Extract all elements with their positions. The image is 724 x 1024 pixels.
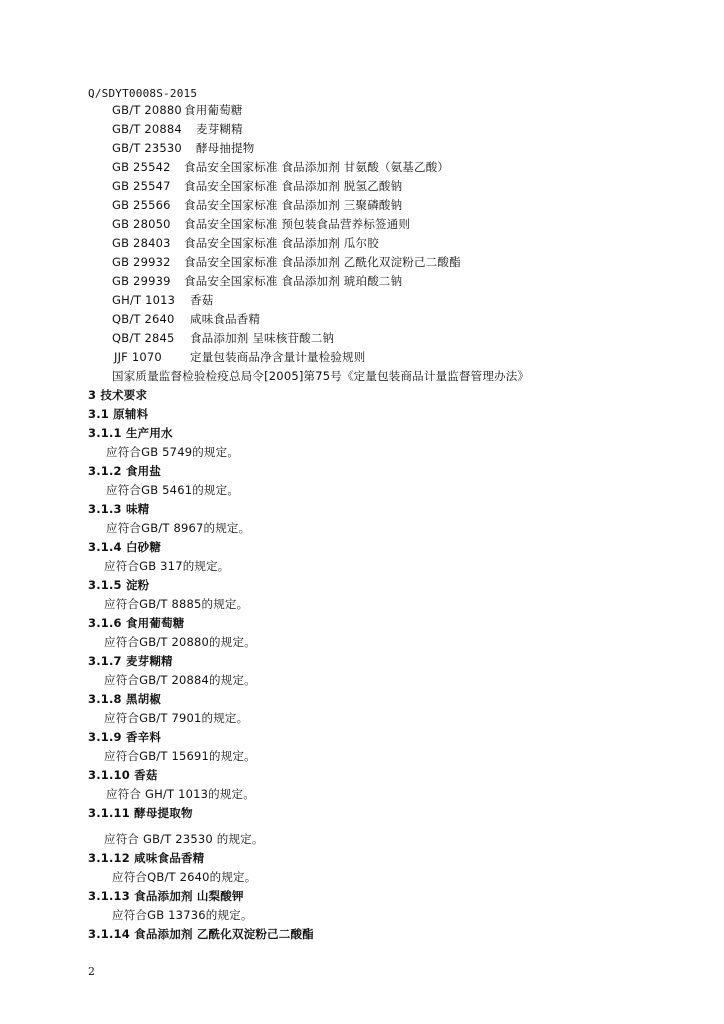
reference-code: GB 28050	[112, 217, 171, 231]
clause-heading: 3.1.2 食用盐	[88, 464, 162, 478]
clause-text: 应符合GB/T 20884的规定。	[104, 673, 256, 687]
clause-text: 应符合 GH/T 1013的规定。	[106, 787, 255, 801]
clause-text: 应符合GB/T 8885的规定。	[104, 597, 249, 611]
clause-heading: 3.1.12 咸味食品香精	[88, 851, 205, 865]
clause-heading: 3.1.3 味精	[88, 502, 150, 516]
reference-title: 麦芽糊精	[196, 122, 243, 136]
reference-title: 食品安全国家标准 食品添加剂 脱氢乙酸钠	[184, 179, 403, 193]
clause-heading: 3.1.7 麦芽糊精	[88, 654, 173, 668]
reference-title: 食品安全国家标准 食品添加剂 瓜尔胶	[184, 236, 379, 250]
decree-reference: 国家质量监督检验检疫总局令[2005]第75号《定量包装商品计量监督管理办法》	[112, 369, 530, 383]
reference-code: QB/T 2845	[112, 331, 175, 345]
clause-text: 应符合GB/T 20880的规定。	[104, 635, 256, 649]
clause-text: 应符合GB 13736的规定。	[112, 908, 253, 922]
clause-heading: 3.1.14 食品添加剂 乙酰化双淀粉己二酸酯	[88, 927, 314, 941]
reference-item	[112, 160, 449, 175]
reference-code: GB 28403	[112, 236, 171, 250]
clause-text: 应符合GB/T 8967的规定。	[106, 521, 251, 535]
clause-heading: 3.1.13 食品添加剂 山梨酸钾	[88, 889, 244, 903]
reference-title: 咸味食品香精	[190, 312, 261, 326]
reference-item	[112, 293, 213, 308]
clause-text: 应符合GB/T 15691的规定。	[104, 749, 256, 763]
section-3-heading: 3 技术要求	[88, 388, 148, 402]
reference-code: GH/T 1013	[112, 293, 176, 307]
reference-item	[114, 350, 366, 365]
clause-heading: 3.1.11 酵母提取物	[88, 806, 193, 820]
clause-text: 应符合 GB/T 23530 的规定。	[104, 832, 264, 846]
reference-code: GB 29932	[112, 255, 171, 269]
reference-title: 食品安全国家标准 食品添加剂 三聚磷酸钠	[184, 198, 403, 212]
reference-code: GB 25566	[112, 198, 171, 212]
reference-title: 食品安全国家标准 食品添加剂 乙酰化双淀粉己二酸酯	[184, 255, 461, 269]
clause-text: 应符合GB/T 7901的规定。	[104, 711, 249, 725]
reference-title: 食品安全国家标准 预包装食品营养标签通则	[184, 217, 411, 231]
reference-title: 食品安全国家标准 食品添加剂 琥珀酸二钠	[184, 274, 403, 288]
reference-item	[112, 103, 243, 118]
reference-code: GB 25547	[112, 179, 171, 193]
clause-text: 应符合GB 5749的规定。	[106, 445, 240, 459]
reference-code: GB 25542	[112, 160, 171, 174]
page-number: 2	[88, 965, 96, 978]
clause-heading: 3.1.8 黑胡椒	[88, 692, 162, 706]
reference-code: GB/T 23530	[112, 141, 182, 155]
reference-title: 酵母抽提物	[196, 141, 255, 155]
reference-item	[112, 141, 255, 156]
reference-code: GB/T 20880	[112, 103, 182, 117]
reference-item	[112, 255, 461, 270]
reference-code: GB/T 20884	[112, 122, 182, 136]
reference-title: 香菇	[190, 293, 214, 307]
clause-text: 应符合GB 5461的规定。	[106, 483, 240, 497]
reference-item	[112, 179, 402, 194]
reference-item	[112, 198, 402, 213]
clause-heading: 3.1.1 生产用水	[88, 426, 173, 440]
clause-heading: 3.1.5 淀粉	[88, 578, 150, 592]
reference-title: 食用葡萄糖	[184, 103, 243, 117]
doc-id-header: Q/SDYT0008S-2015	[88, 87, 198, 100]
clause-heading: 3.1.4 白砂糖	[88, 540, 162, 554]
reference-item	[112, 217, 410, 232]
section-3-1-heading: 3.1 原辅料	[88, 407, 149, 421]
reference-title: 食品安全国家标准 食品添加剂 甘氨酸（氨基乙酸）	[184, 160, 450, 174]
reference-title: 食品添加剂 呈味核苷酸二钠	[190, 331, 335, 345]
clause-heading: 3.1.9 香辛料	[88, 730, 162, 744]
reference-code: GB 29939	[112, 274, 171, 288]
reference-code: QB/T 2640	[112, 312, 175, 326]
reference-item	[112, 331, 334, 346]
reference-item	[112, 236, 379, 251]
reference-title: 定量包装商品净含量计量检验规则	[190, 350, 366, 364]
reference-item	[112, 312, 260, 327]
clause-text: 应符合QB/T 2640的规定。	[112, 870, 257, 884]
reference-code: JJF 1070	[114, 350, 162, 364]
clause-text: 应符合GB 317的规定。	[104, 559, 230, 573]
clause-heading: 3.1.6 食用葡萄糖	[88, 616, 185, 630]
reference-item	[112, 122, 243, 137]
clause-heading: 3.1.10 香菇	[88, 768, 158, 782]
reference-item	[112, 274, 402, 289]
